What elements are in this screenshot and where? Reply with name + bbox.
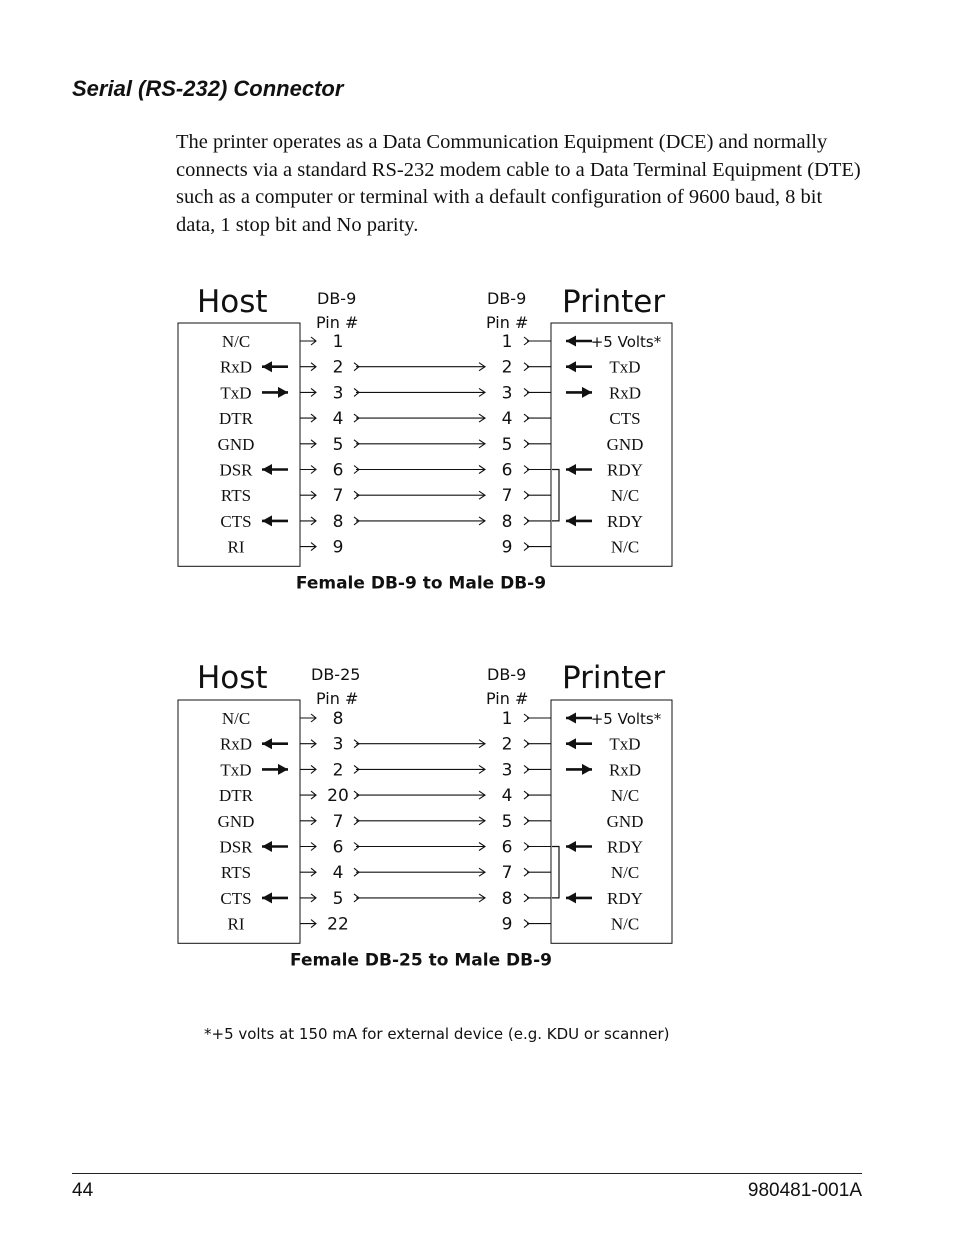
document-id: 980481-001A <box>747 1180 862 1201</box>
host-pin-label: Pin # <box>316 313 359 332</box>
db9-to-db9-wiring-diagram <box>0 280 954 600</box>
host-pin-number: 4 <box>332 409 344 430</box>
host-signal-label: DSR <box>219 837 253 857</box>
printer-signal-label: GND <box>606 434 644 454</box>
printer-pin-chevron <box>524 414 529 422</box>
host-signal-label: RTS <box>220 486 252 506</box>
printer-direction-arrow <box>566 515 592 526</box>
host-pin-number: 22 <box>327 914 349 935</box>
printer-pin-number: 1 <box>501 709 513 729</box>
printer-pin-chevron <box>524 388 529 396</box>
printer-connector-label: DB-9 <box>487 289 527 308</box>
printer-pin-chevron <box>524 440 529 448</box>
host-pin-number: 7 <box>332 811 344 832</box>
host-signal-label: RI <box>227 914 245 934</box>
printer-direction-arrow <box>566 336 592 347</box>
host-pin-number: 7 <box>332 486 344 507</box>
printer-pin-number: 2 <box>501 357 513 378</box>
printer-pin-chevron <box>524 714 529 722</box>
printer-pin-chevron <box>524 817 529 825</box>
printer-pin-chevron <box>524 491 529 499</box>
host-signal-label: GND <box>217 811 255 831</box>
rdy-loopback-bracket <box>552 847 559 898</box>
printer-signal-label: N/C <box>610 537 640 557</box>
rdy-loopback-bracket <box>552 470 559 521</box>
host-pin-marker <box>300 491 316 499</box>
host-pin-marker <box>300 543 316 551</box>
printer-pin-chevron <box>524 868 529 876</box>
host-pin-label: Pin # <box>316 689 359 708</box>
printer-signal-label: +5 Volts* <box>590 710 662 728</box>
host-pin-marker <box>300 363 316 371</box>
printer-signal-label: GND <box>606 811 644 831</box>
footer-divider <box>72 1173 862 1174</box>
host-pin-number: 6 <box>332 837 344 858</box>
printer-pin-chevron <box>524 363 529 371</box>
host-pin-marker <box>300 440 316 448</box>
host-signal-label: CTS <box>220 888 252 908</box>
printer-pin-number: 3 <box>501 760 513 781</box>
host-signal-label: TxD <box>220 383 252 403</box>
footnote: *+5 volts at 150 mA for external device (e.g. KDU or scanner) <box>204 1025 670 1043</box>
printer-pin-number: 6 <box>501 460 513 481</box>
host-pin-number: 6 <box>332 460 344 481</box>
host-signal-label: RxD <box>219 734 253 754</box>
printer-direction-arrow <box>566 713 592 724</box>
printer-signal-label: RxD <box>608 760 642 780</box>
printer-signal-label: RDY <box>607 511 643 531</box>
printer-direction-arrow <box>566 764 592 775</box>
printer-pin-chevron <box>524 843 529 851</box>
host-pin-number: 5 <box>332 434 344 455</box>
printer-signal-label: RDY <box>607 460 643 480</box>
host-signal-label: DTR <box>219 786 253 806</box>
host-direction-arrow <box>262 764 288 775</box>
host-pin-marker <box>300 714 316 722</box>
printer-direction-arrow <box>566 361 592 372</box>
host-pin-marker <box>300 894 316 902</box>
host-pin-marker <box>300 414 316 422</box>
printer-direction-arrow <box>566 841 592 852</box>
printer-signal-label: N/C <box>610 914 640 934</box>
printer-pin-number: 8 <box>501 888 513 909</box>
printer-pin-number: 5 <box>501 434 513 455</box>
host-pin-marker <box>300 740 316 748</box>
host-direction-arrow <box>262 892 288 903</box>
host-pin-number: 3 <box>332 734 344 755</box>
host-signal-label: DTR <box>219 409 253 429</box>
printer-pin-chevron <box>524 765 529 773</box>
host-connector-label: DB-25 <box>311 665 361 684</box>
intro-paragraph: The printer operates as a Data Communication Equipment (DCE) and normally connects via a standard RS-232 modem cable to a Data Terminal Equipment (DTE) such as a computer or terminal with a default configuration of 9600 baud, 8 bit data, 1 stop bit and No parity. <box>176 131 861 236</box>
printer-pin-number: 1 <box>501 332 513 352</box>
printer-direction-arrow <box>566 892 592 903</box>
host-pin-number: 2 <box>332 760 344 781</box>
printer-title: Printer <box>562 284 666 320</box>
printer-pin-chevron <box>524 466 529 474</box>
host-pin-marker <box>300 388 316 396</box>
host-pin-number: 5 <box>332 888 344 909</box>
printer-direction-arrow <box>566 387 592 398</box>
host-pin-number: 8 <box>332 511 344 532</box>
host-direction-arrow <box>262 361 288 372</box>
host-signal-label: N/C <box>221 332 251 351</box>
host-pin-marker <box>300 517 316 525</box>
printer-pin-label: Pin # <box>486 313 529 332</box>
host-title: Host <box>197 284 268 320</box>
printer-pin-chevron <box>524 894 529 902</box>
printer-pin-chevron <box>524 543 529 551</box>
printer-signal-label: TxD <box>609 734 641 754</box>
printer-signal-label: CTS <box>609 409 641 429</box>
host-pin-marker <box>300 920 316 928</box>
host-signal-label: RxD <box>219 357 253 377</box>
host-pin-number: 4 <box>332 863 344 884</box>
printer-signal-label: RDY <box>607 888 643 908</box>
printer-connector-label: DB-9 <box>487 665 527 684</box>
diagram-caption: Female DB-9 to Male DB-9 <box>295 573 547 594</box>
host-direction-arrow <box>262 387 288 398</box>
printer-pin-chevron <box>524 517 529 525</box>
printer-pin-number: 5 <box>501 811 513 832</box>
printer-pin-number: 8 <box>501 511 513 532</box>
printer-direction-arrow <box>566 738 592 749</box>
host-signal-label: GND <box>217 434 255 454</box>
printer-pin-number: 4 <box>501 409 513 430</box>
host-signal-label: RI <box>227 537 245 557</box>
printer-pin-chevron <box>524 337 529 345</box>
host-pin-number: 9 <box>332 537 344 558</box>
host-pin-marker <box>300 817 316 825</box>
host-signal-label: CTS <box>220 511 252 531</box>
printer-title: Printer <box>562 660 666 696</box>
section-title: Serial (RS-232) Connector <box>72 76 344 101</box>
printer-signal-label: TxD <box>609 357 641 377</box>
printer-signal-label: N/C <box>610 786 640 806</box>
host-pin-marker <box>300 868 316 876</box>
printer-signal-label: +5 Volts* <box>590 333 662 351</box>
db25-to-db9-wiring-diagram <box>0 656 954 976</box>
host-signal-label: N/C <box>221 709 251 728</box>
printer-direction-arrow <box>566 464 592 475</box>
printer-pin-number: 4 <box>501 786 513 807</box>
host-pin-number: 1 <box>332 332 344 352</box>
host-title: Host <box>197 660 268 696</box>
printer-pin-number: 9 <box>501 537 513 558</box>
host-pin-number: 20 <box>327 786 349 807</box>
host-pin-number: 3 <box>332 383 344 404</box>
printer-signal-label: RxD <box>608 383 642 403</box>
printer-pin-number: 9 <box>501 914 513 935</box>
printer-pin-label: Pin # <box>486 689 529 708</box>
host-signal-label: DSR <box>219 460 253 480</box>
printer-signal-label: RDY <box>607 837 643 857</box>
diagram-caption: Female DB-25 to Male DB-9 <box>290 950 552 971</box>
host-direction-arrow <box>262 738 288 749</box>
host-pin-marker <box>300 466 316 474</box>
page-number: 44 <box>72 1180 94 1201</box>
host-pin-marker <box>300 791 316 799</box>
printer-pin-chevron <box>524 791 529 799</box>
host-pin-number: 2 <box>332 357 344 378</box>
host-signal-label: TxD <box>220 760 252 780</box>
printer-pin-chevron <box>524 920 529 928</box>
host-pin-marker <box>300 765 316 773</box>
host-connector-label: DB-9 <box>317 289 357 308</box>
printer-pin-number: 6 <box>501 837 513 858</box>
host-direction-arrow <box>262 464 288 475</box>
printer-pin-number: 3 <box>501 383 513 404</box>
printer-pin-number: 2 <box>501 734 513 755</box>
host-direction-arrow <box>262 515 288 526</box>
host-pin-marker <box>300 843 316 851</box>
host-pin-marker <box>300 337 316 345</box>
printer-pin-number: 7 <box>501 863 513 884</box>
host-direction-arrow <box>262 841 288 852</box>
printer-pin-chevron <box>524 740 529 748</box>
host-signal-label: RTS <box>220 863 252 883</box>
printer-pin-number: 7 <box>501 486 513 507</box>
host-pin-number: 8 <box>332 709 344 729</box>
printer-signal-label: N/C <box>610 863 640 883</box>
printer-signal-label: N/C <box>610 486 640 506</box>
